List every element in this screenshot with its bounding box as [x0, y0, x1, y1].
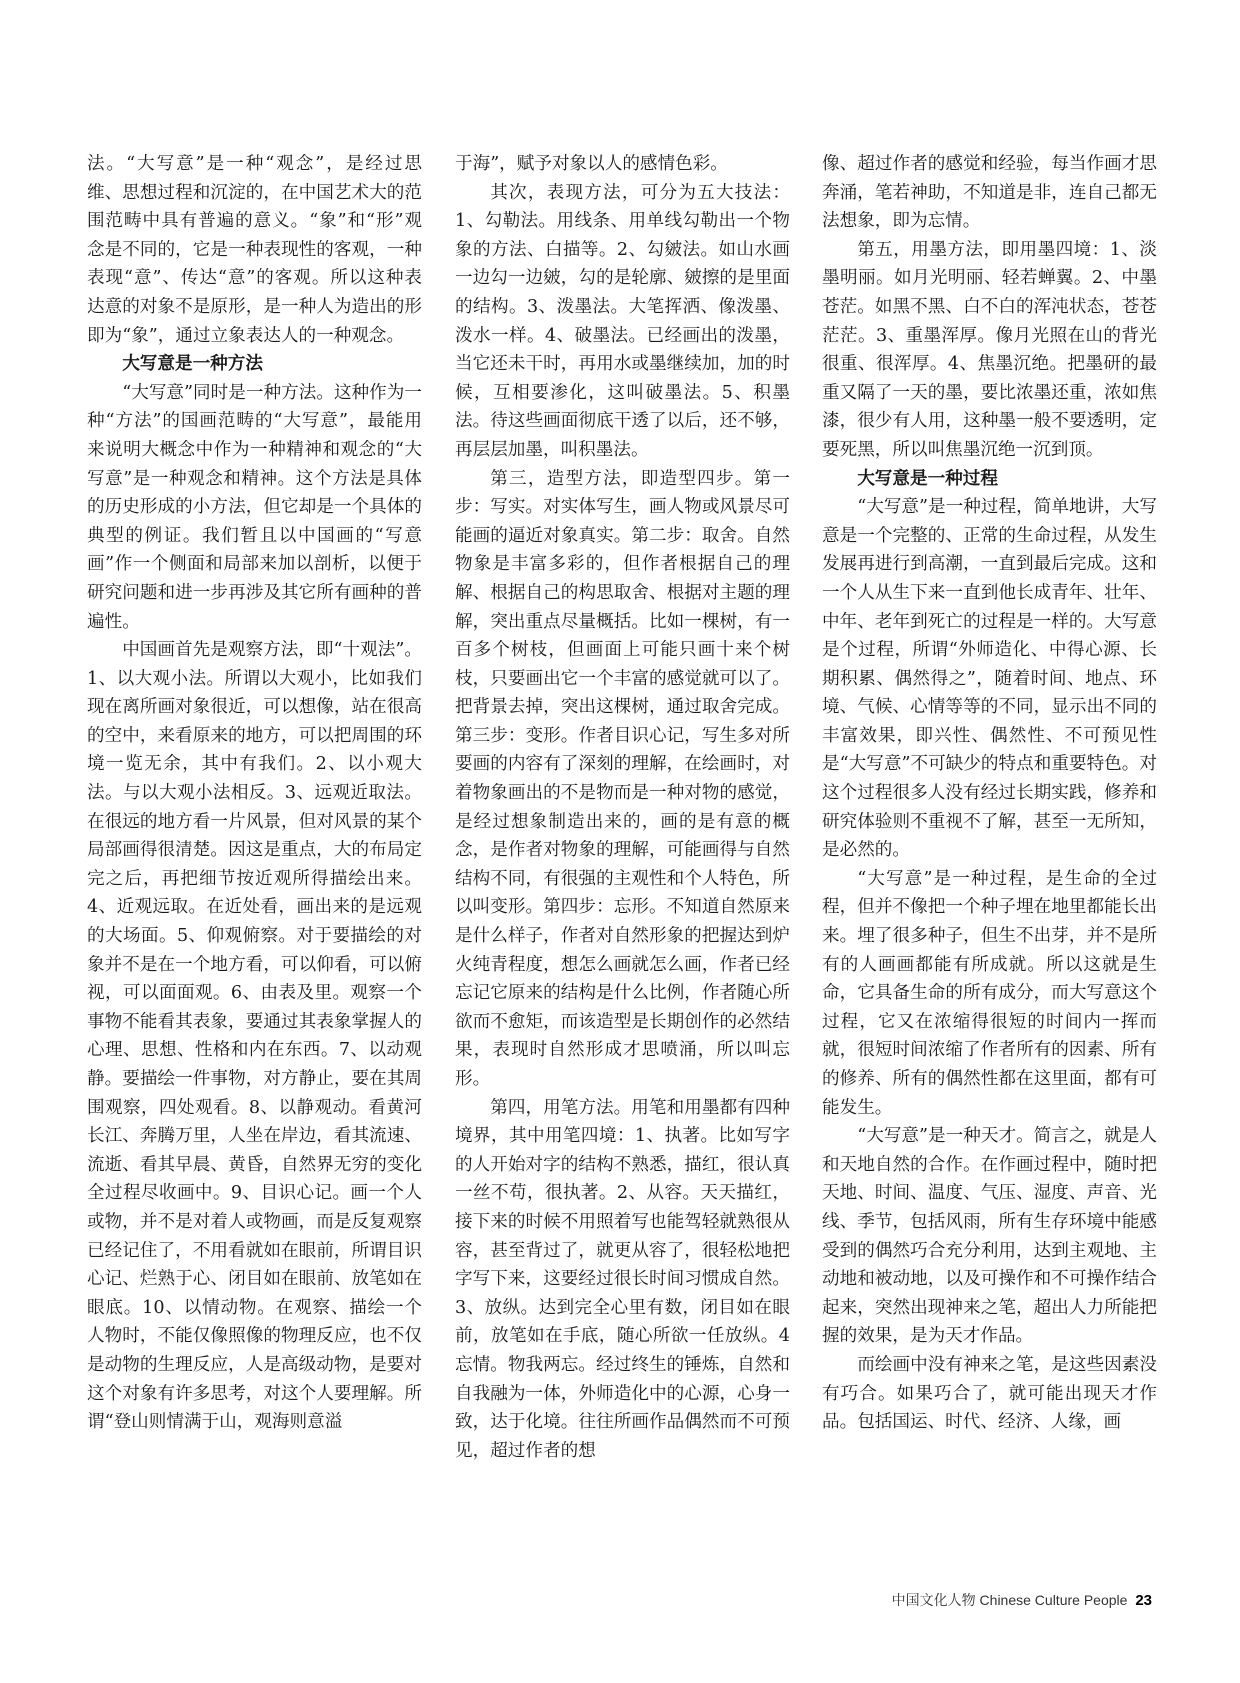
paragraph: 而绘画中没有神来之笔，是这些因素没有巧合。如果巧合了，就可能出现天才作品。包括国运、时代、经济、人缘，画 — [822, 1354, 1157, 1433]
paragraph: 像、超过作者的感觉和经验，每当作画才思奔涌，笔若神助，不知道是非，连自己都无法想象，即为忘情。 — [822, 154, 1157, 232]
paragraph: 于海”，赋予对象以人的感情色彩。 — [455, 154, 728, 174]
paragraph: 第三，造型方法，即造型四步。第一步：写实。对实体写生，画人物或风景尽可能画的逼近对象真实。第二步：取舍。自然物象是丰富多彩的，但作者根据自己的理解、根据自己的构思取舍、根据对主题的理解，突出重点尽量概括。比如一棵树，有一百多个树枝，但画面上可能只画十来个树枝，只要画出它一个丰富的感觉就可以了。把背景去掉，突出这棵树，通过取舍完成。第三步：变形。作者目识心记，写生多对所要画的内容有了深刻的理解，在绘画时，对着物象画出的不是物而是一种对物的感觉，是经过想象制造出来的，画的是有意的概念，是作者对物象的理解，可能画得与自然结构不同，有很强的主观性和个人特色，所以叫变形。第四步：忘形。不知道自然原来是什么样子，作者对自然形象的把握达到炉火纯青程度，想怎么画就怎么画，作者已经忘记它原来的结构是什么比例，作者随心所欲而不愈矩，而该造型是长期创作的必然结果，表现时自然形成才思喷涌，所以叫忘形。 — [455, 468, 790, 1089]
paragraph: “大写意”是一种天才。简言之，就是人和天地自然的合作。在作画过程中，随时把天地、时间、温度、气压、湿度、声音、光线、季节，包括风雨，所有生存环境中能感受到的偶然巧合充分利用，达到主观地、主动地和被动地，以及可操作和不可操作结合起来，突然出现神来之笔，超出人力所能把握的效果，是为天才作品。 — [822, 1126, 1157, 1347]
paragraph: 第五，用墨方法，即用墨四境：1、淡墨明丽。如月光明丽、轻若蝉翼。2、中墨苍茫。如黑不黑、白不白的浑沌状态，苍苍茫茫。3、重墨浑厚。像月光照在山的背光很重、很浑厚。4、焦墨沉绝。把墨研的最重又隔了一天的墨，要比浓墨还重，浓如焦漆，很少有人用，这种墨一般不要透明，定要死黑，所以叫焦墨沉绝一沉到顶。 — [822, 239, 1157, 460]
paragraph: 法。“大写意”是一种“观念”，是经过思维、思想过程和沉淀的，在中国艺术大的范围范畴中具有普遍的意义。“象”和“形”观念是不同的，它是一种表现性的客观，一种表现“意”、传达“意”的客观。所以这种表达意的对象不是原形，是一种人为造出的形即为“象”，通过立象表达人的一种观念。 — [87, 154, 422, 346]
paragraph: 第四，用笔方法。用笔和用墨都有四种境界，其中用笔四境：1、执著。比如写字的人开始对字的结构不熟悉，描红，很认真一丝不苟，很执著。2、从容。天天描红，接下来的时候不用照着写也能驾轻就熟很从容，甚至背过了，就更从容了，很轻松地把字写下来，这要经过很长时间习惯成自然。3、放纵。达到完全心里有数，闭目如在眼前，放笔如在手底，随心所欲一任放纵。4忘情。物我两忘。经过终生的锤炼，自然和自我融为一体，外师造化中的心源，心身一致，达于化境。往往所画作品偶然而不可预见，超过作者的想 — [455, 1097, 790, 1461]
paragraph: 其次，表现方法，可分为五大技法：1、勾勒法。用线条、用单线勾勒出一个物象的方法、白描等。2、勾皴法。如山水画一边勾一边皴，勾的是轮廓、皴擦的是里面的结构。3、泼墨法。大笔挥洒、像泼墨、泼水一样。4、破墨法。已经画出的泼墨，当它还未干时，再用水或墨继续加，加的时候，互相要渗化，这叫破墨法。5、积墨法。待这些画面彻底干透了以后，还不够，再层层加墨，叫积墨法。 — [455, 182, 790, 460]
paragraph: “大写意”是一种过程，简单地讲，大写意是一个完整的、正常的生命过程，从发生发展再进行到高潮，一直到最后完成。这和一个人从生下来一直到他长成青年、壮年、中年、老年到死亡的过程是一样的。大写意是个过程，所谓“外师造化、中得心源、长期积累、偶然得之”，随着时间、地点、环境、气候、心情等等的不同，显示出不同的丰富效果，即兴性、偶然性、不可预见性是“大写意”不可缺少的特点和重要特色。对这个过程很多人没有经过长期实践，修养和研究体验则不重视不了解，甚至一无所知，是必然的。 — [822, 497, 1157, 861]
text-column-3 — [822, 150, 1157, 1437]
page-footer — [892, 1590, 1152, 1610]
text-column-2 — [455, 150, 790, 1465]
paragraph: “大写意”是一种过程，是生命的全过程，但并不像把一个种子埋在地里都能长出来。埋了很多种子，但生不出芽，并不是所有的人画画都能有所成就。所以这就是生命，它具备生命的所有成分，而大写意这个过程，它又在浓缩得很短的时间内一挥而就，很短时间浓缩了作者所有的因素、所有的修养、所有的偶然性都在这里面，都有可能发生。 — [822, 868, 1157, 1118]
text-column-1 — [87, 150, 422, 1437]
magazine-name: 中国文化人物 Chinese Culture People — [891, 1592, 1128, 1608]
page-number: 23 — [1135, 1592, 1152, 1609]
paragraph: 中国画首先是观察方法，即“十观法”。1、以大观小法。所谓以大观小，比如我们现在离所画对象很近，可以想像，站在很高的空中，来看原来的地方，可以把周围的环境一览无余，其中有我们。2、以小观大法。与以大观小法相反。3、远观近取法。在很远的地方看一片风景，但对风景的某个局部画得很清楚。因这是重点，大的布局定完之后，再把细节按近观所得描绘出来。4、近观远取。在近处看，画出来的是远观的大场面。5、仰观俯察。对于要描绘的对象并不是在一个地方看，可以仰看，可以俯视，可以面面观。6、由表及里。观察一个事物不能看其表象，要通过其表象掌握人的心理、思想、性格和内在东西。7、以动观静。要描绘一件事物，对方静止，要在其周围观察，四处观看。8、以静观动。看黄河长江、奔腾万里，人坐在岸边，看其流速、流逝、看其早晨、黄昏，自然界无穷的变化全过程尽收画中。9、目识心记。画一个人或物，并不是对着人或物画，而是反复观察已经记住了，不用看就如在眼前，所谓目识心记、烂熟于心、闭目如在眼前、放笔如在眼底。10、以情动物。在观察、描绘一个人物时，不能仅像照像的物理反应，也不仅是动物的生理反应，人是高级动物，是要对这个对象有许多思考，对这个人要理解。所谓“登山则情满于山，观海则意溢 — [87, 640, 422, 1433]
paragraph: “大写意”同时是一种方法。这种作为一种“方法”的国画范畴的“大写意”，最能用来说明大概念中作为一种精神和观念的“大写意”是一种观念和精神。这个方法是具体的历史形成的小方法，但它却是一个具体的典型的例证。我们暂且以中国画的“写意画”作一个侧面和局部来加以剖析，以便于研究问题和进一步再涉及其它所有画种的普遍性。 — [87, 382, 422, 632]
section-heading: 大写意是一种方法 — [122, 354, 263, 375]
section-heading: 大写意是一种过程 — [857, 468, 998, 489]
